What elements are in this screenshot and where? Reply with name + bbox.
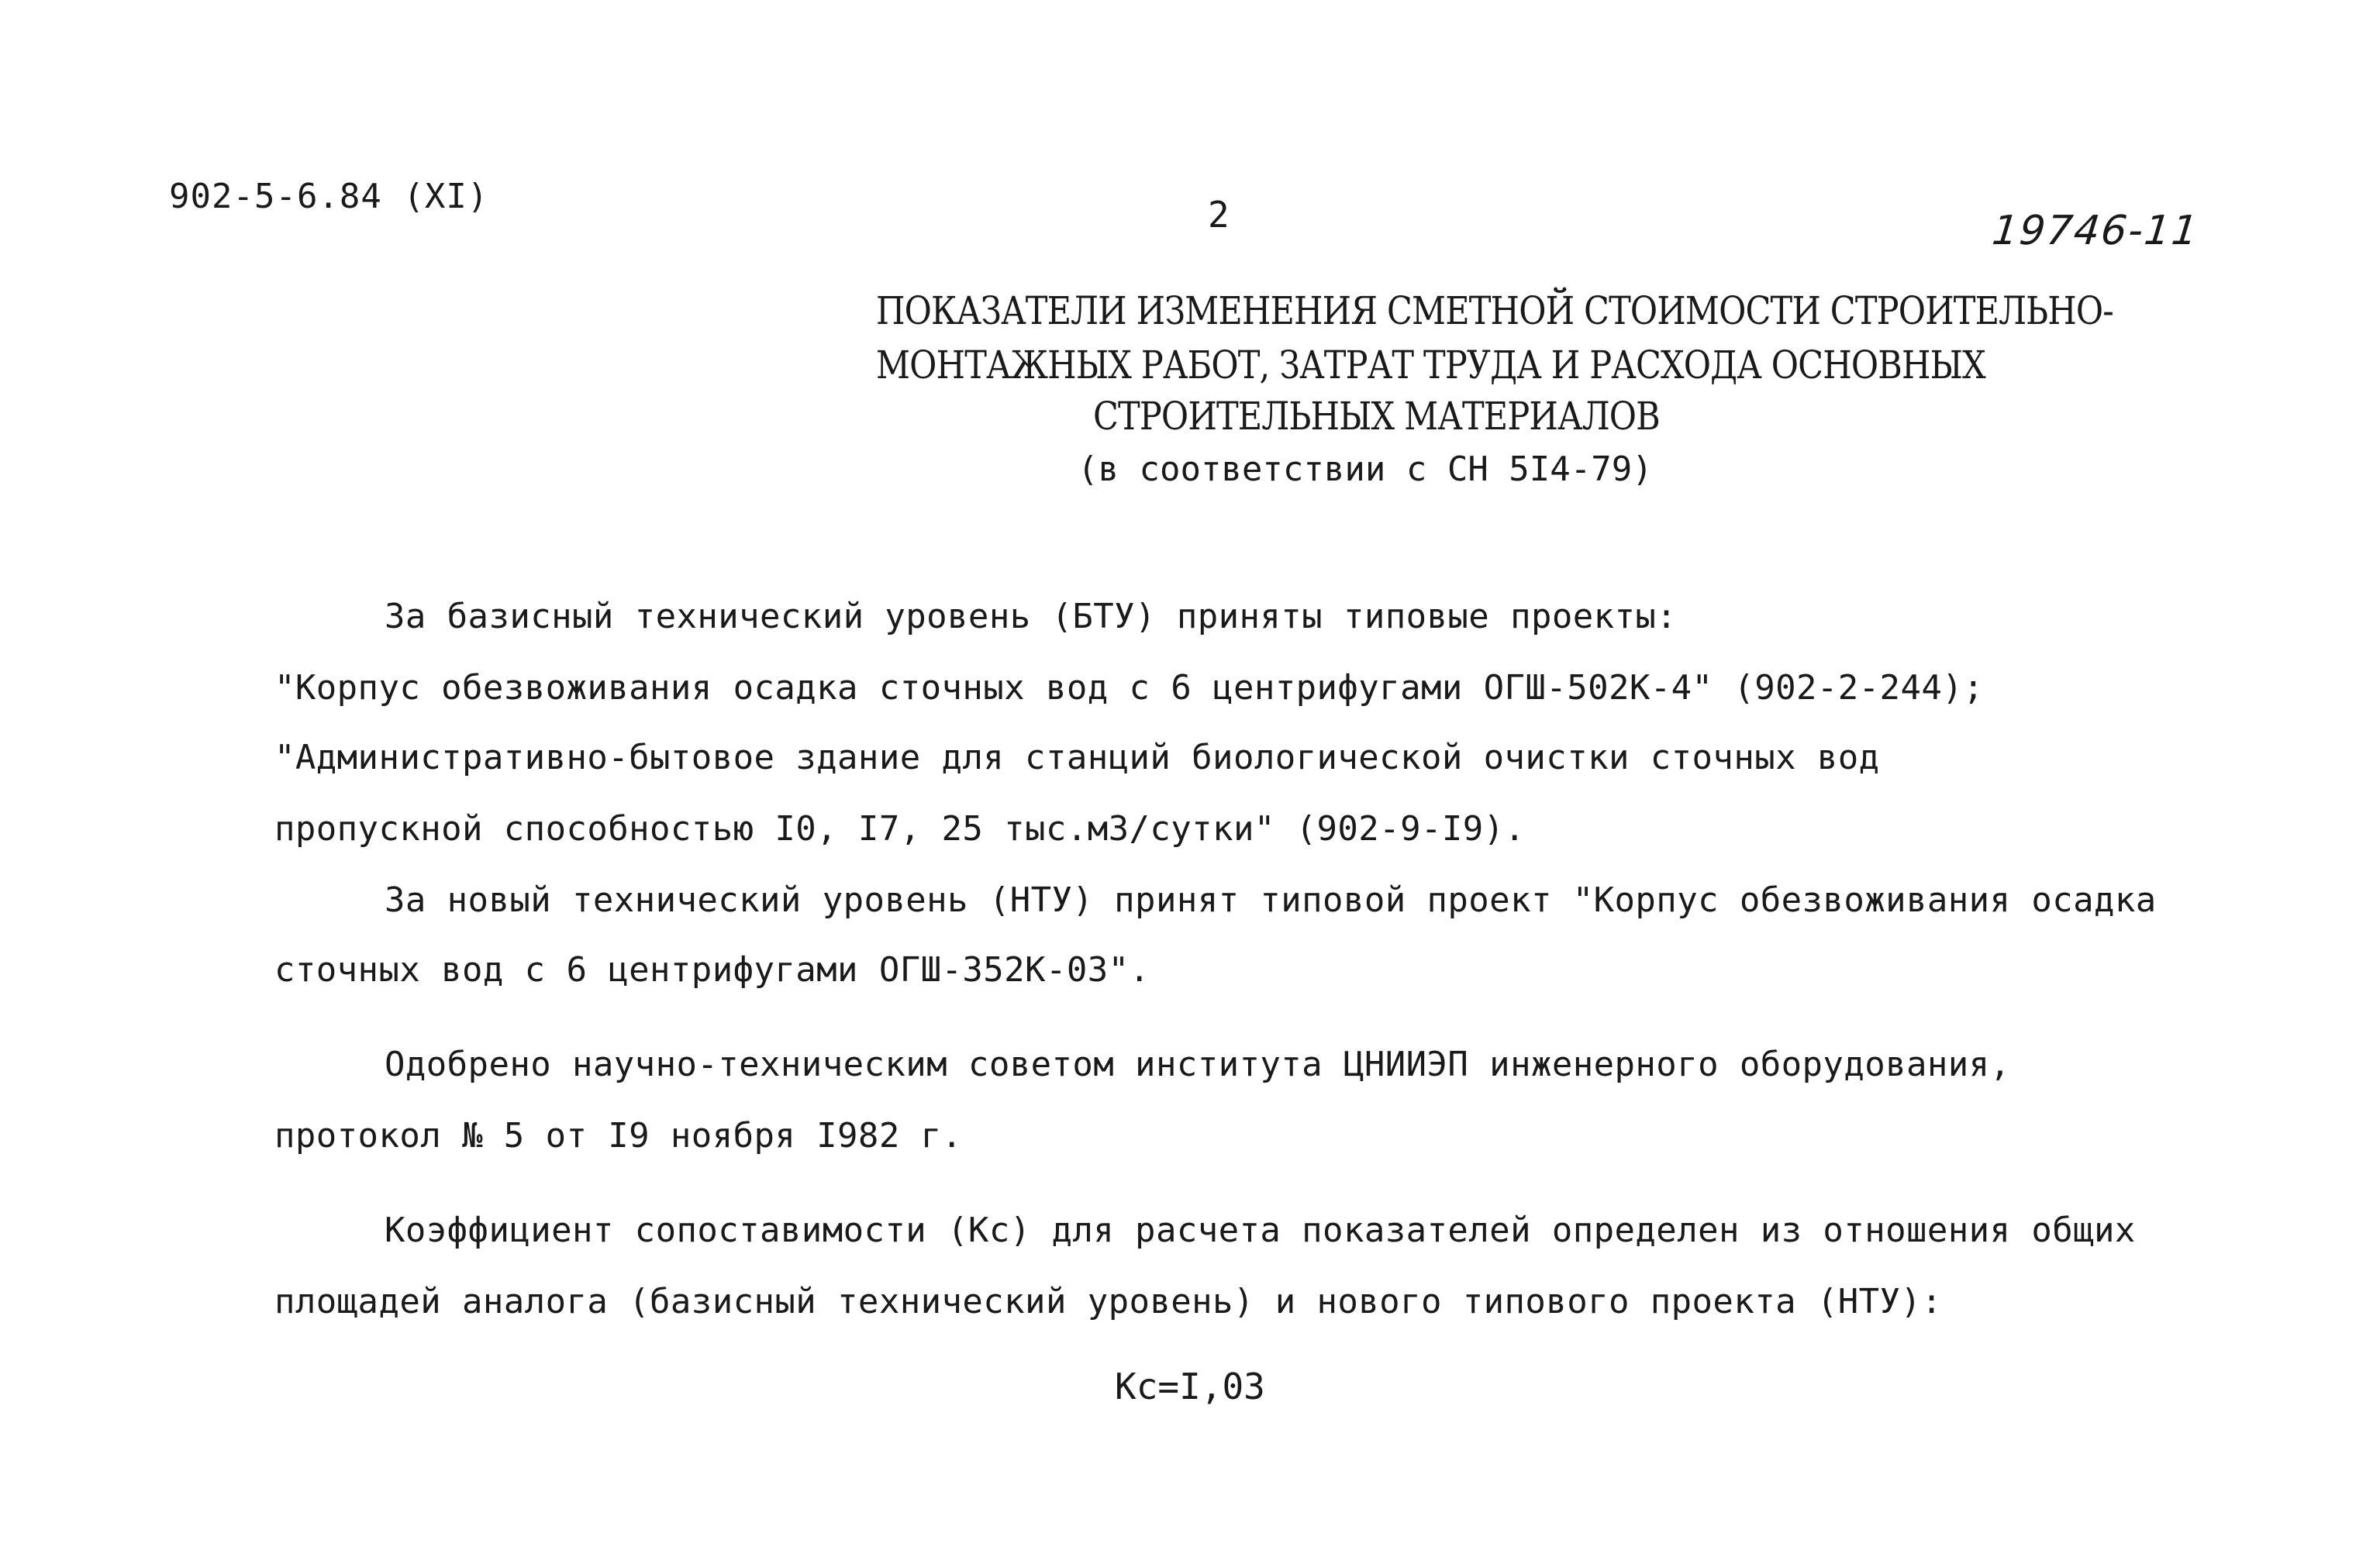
body-line: За базисный технический уровень (БТУ) приняты типовые проекты: xyxy=(385,597,1678,636)
body-line: протокол № 5 от I9 ноября I982 г. xyxy=(274,1116,963,1156)
handwritten-number: 19746-11 xyxy=(1989,208,2202,254)
body-line: сточных вод с 6 центрифугами ОГШ-352К-03". xyxy=(274,950,1150,990)
body-line: Одобрено научно-техническим советом института ЦНИИЭП инженерного оборудования, xyxy=(385,1045,2011,1084)
page-number: 2 xyxy=(1208,194,1230,236)
formula: Кс=I,03 xyxy=(1115,1366,1265,1407)
body-line: площадей аналога (базисный технический уровень) и нового типового проекта (НТУ): xyxy=(274,1282,1943,1321)
document-code: 902-5-6.84 (XI) xyxy=(169,177,489,216)
body-line: За новый технический уровень (НТУ) принят типовой проект "Корпус обезвоживания осадка xyxy=(385,880,2157,920)
title-line-2: МОНТАЖНЫХ РАБОТ, ЗАТРАТ ТРУДА И РАСХОДА ОСНОВНЫХ xyxy=(876,343,1985,388)
body-line: пропускной способностью I0, I7, 25 тыс.м3/сутки" (902-9-I9). xyxy=(274,809,1526,849)
body-line: "Административно-бытовое здание для станций биологической очистки сточных вод xyxy=(274,738,1880,777)
body-line: Коэффициент сопоставимости (Кс) для расчета показателей определен из отношения общих xyxy=(385,1211,2136,1250)
title-subtitle: (в соответствии с СН 5I4-79) xyxy=(1078,450,1653,489)
title-line-1: ПОКАЗАТЕЛИ ИЗМЕНЕНИЯ СМЕТНОЙ СТОИМОСТИ СТРОИТЕЛЬНО- xyxy=(876,288,2113,333)
title-line-3: СТРОИТЕЛЬНЫХ МАТЕРИАЛОВ xyxy=(1093,394,1660,439)
body-line: "Корпус обезвоживания осадка сточных вод с 6 центрифугами ОГШ-502К-4" (902-2-244); xyxy=(274,668,1984,708)
